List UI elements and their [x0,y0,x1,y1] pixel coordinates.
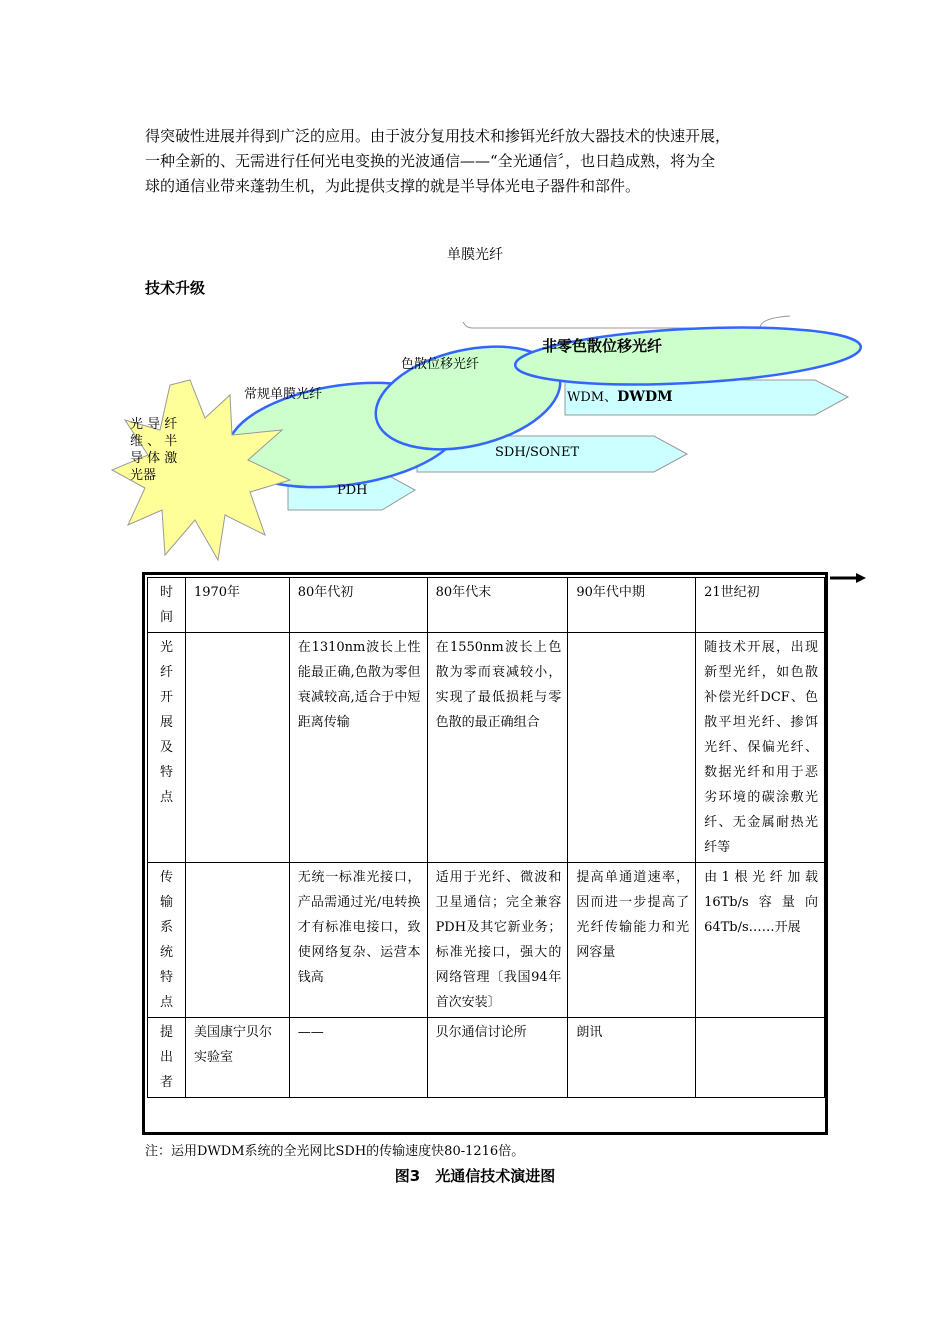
timeline-arrow-head [856,573,866,583]
table-cell: 无统一标准光接口，产品需通过光/电转换才有标准电接口，致使网络复杂、运营本钱高 [289,863,427,1018]
intro-paragraph [145,124,825,199]
table-cell: 适用于光纤、微波和卫星通信；完全兼容PDH及其它新业务；标准光接口，强大的网络管理〔我国94年首次安装〕 [427,863,568,1018]
table-row [148,1018,825,1098]
evolution-table [147,577,825,1098]
evolution-diagram [0,300,950,590]
table-row [148,578,825,633]
intro-line-2: 一种全新的、无需进行任何光电变换的光波通信——“全光通信〞，也日趋成熟，将为全 [145,152,716,170]
header-80s-late: 80年代末 [427,578,568,633]
header-1970: 1970年 [185,578,289,633]
table-cell: 美国康宁贝尔实验室 [185,1018,289,1098]
table-cell: 在1310nm波长上性能最正确,色散为零但衰减较高,适合于中短距离传输 [289,633,427,863]
wdm-label [567,389,673,405]
table-cell [568,633,696,863]
table-cell [185,863,289,1018]
header-21st: 21世纪初 [696,578,825,633]
table-cell: 提高单通道速率，因而进一步提高了光纤传输能力和光网容量 [568,863,696,1018]
intro-line-1: 得突破性进展并得到广泛的应用。由于波分复用技术和掺铒光纤放大器技术的快速开展， [145,127,731,145]
wdm-prefix: WDM、 [567,390,618,405]
section-label: 技术升级 [145,279,206,297]
conventional-fiber-label: 常规单膜光纤 [244,387,323,402]
table-cell: —— [289,1018,427,1098]
brace-line [463,316,790,328]
table-cell: 随技术开展，出现新型光纤，如色散补偿光纤DCF、色散平坦光纤、掺饵光纤、保偏光纤、数据光纤和用于恶劣环境的碳涂敷光纤、无金属耐热光纤等 [696,633,825,863]
burst-line-3: 导 体 激 [130,451,178,466]
row-label-proposer: 提 出 者 [148,1018,186,1098]
row-label-fiber: 光 纤 开 展 及 特 点 [148,633,186,863]
table-note: 注：运用DWDM系统的全光网比SDH的传输速度快80-1216倍。 [145,1144,525,1159]
table-cell: 朗讯 [568,1018,696,1098]
header-time: 时 间 [148,578,186,633]
table-cell: 由1根光纤加载16Tb/s容量向64Tb/s……开展 [696,863,825,1018]
dwdm-bold: DWDM [617,389,673,405]
header-90s-mid: 90年代中期 [568,578,696,633]
pdh-label: PDH [337,483,368,498]
row-label-system: 传 输 系 统 特 点 [148,863,186,1018]
nonzero-dispersion-label: 非零色散位移光纤 [542,337,663,355]
table-cell: 贝尔通信讨论所 [427,1018,568,1098]
diagram-top-label: 单膜光纤 [447,247,503,263]
burst-line-4: 光器 [130,468,157,483]
figure-caption: 图3 光通信技术演进图 [394,1167,556,1185]
dispersion-shifted-label: 色散位移光纤 [401,357,480,372]
sdh-label: SDH/SONET [495,445,580,460]
intro-line-3: 球的通信业带来蓬勃生机，为此提供支撑的就是半导体光电子器件和部件。 [145,177,641,195]
table-row [148,633,825,863]
header-80s-early: 80年代初 [289,578,427,633]
burst-line-1: 光 导 纤 [130,417,178,432]
burst-line-2: 维 、 半 [130,434,178,449]
table-cell [696,1018,825,1098]
table-cell: 在1550nm波长上色散为零而衰减较小，实现了最低损耗与零色散的最正确组合 [427,633,568,863]
table-row [148,863,825,1018]
table-cell [185,633,289,863]
